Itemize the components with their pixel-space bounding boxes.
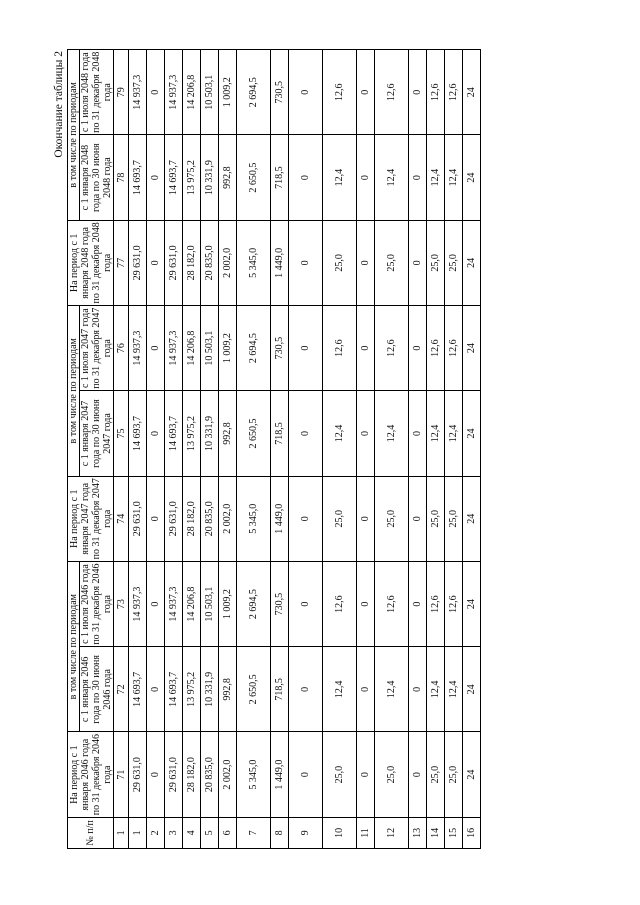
- value-cell: 25,0: [445, 732, 463, 817]
- column-number: 78: [114, 135, 129, 220]
- value-cell: 0: [289, 220, 323, 305]
- row-number-cell: 14: [427, 817, 445, 848]
- value-cell: 10 331,9: [201, 135, 219, 220]
- value-cell: 718,5: [271, 647, 289, 732]
- table-row: [463, 50, 481, 849]
- value-cell: 29 631,0: [165, 220, 183, 305]
- row-number-cell: 16: [463, 817, 481, 848]
- value-cell: 992,8: [219, 391, 237, 476]
- value-cell: 25,0: [375, 476, 409, 561]
- value-cell: 992,8: [219, 135, 237, 220]
- header-2047-group: в том числе по периодам: [68, 306, 80, 477]
- value-cell: 0: [409, 306, 427, 391]
- table-body: [129, 50, 481, 849]
- value-cell: 24: [463, 732, 481, 817]
- value-cell: 12,4: [323, 135, 357, 220]
- column-number: 77: [114, 220, 129, 305]
- table-row: [289, 50, 323, 849]
- table-row: [409, 50, 427, 849]
- value-cell: 0: [409, 647, 427, 732]
- value-cell: 24: [463, 306, 481, 391]
- value-cell: 0: [289, 306, 323, 391]
- column-number: 75: [114, 391, 129, 476]
- value-cell: 24: [463, 135, 481, 220]
- value-cell: 14 693,7: [129, 135, 147, 220]
- value-cell: 0: [357, 306, 375, 391]
- value-cell: 25,0: [427, 476, 445, 561]
- value-cell: 25,0: [375, 220, 409, 305]
- value-cell: 0: [289, 476, 323, 561]
- value-cell: 14 693,7: [165, 135, 183, 220]
- value-cell: 10 331,9: [201, 647, 219, 732]
- value-cell: 29 631,0: [129, 476, 147, 561]
- value-cell: 2 694,5: [237, 50, 271, 135]
- value-cell: 0: [357, 647, 375, 732]
- value-cell: 1 449,0: [271, 476, 289, 561]
- column-number: 71: [114, 732, 129, 817]
- row-number-cell: 1: [129, 817, 147, 848]
- header-2048-h1: с 1 января 2048 года по 30 июня 2048 года: [80, 135, 114, 220]
- row-number-cell: 12: [375, 817, 409, 848]
- row-number-cell: 3: [165, 817, 183, 848]
- value-cell: 5 345,0: [237, 220, 271, 305]
- value-cell: 1 449,0: [271, 732, 289, 817]
- column-number: 73: [114, 561, 129, 646]
- value-cell: 12,4: [323, 647, 357, 732]
- value-cell: 2 694,5: [237, 306, 271, 391]
- value-cell: 2 694,5: [237, 561, 271, 646]
- row-number-cell: 7: [237, 817, 271, 848]
- value-cell: 25,0: [375, 732, 409, 817]
- value-cell: 0: [357, 732, 375, 817]
- value-cell: 24: [463, 647, 481, 732]
- value-cell: 0: [409, 476, 427, 561]
- value-cell: 14 693,7: [165, 391, 183, 476]
- value-cell: 25,0: [323, 220, 357, 305]
- table-row: [237, 50, 271, 849]
- value-cell: 12,6: [445, 50, 463, 135]
- value-cell: 25,0: [323, 732, 357, 817]
- value-cell: 13 975,2: [183, 647, 201, 732]
- value-cell: 12,6: [445, 306, 463, 391]
- value-cell: 13 975,2: [183, 135, 201, 220]
- value-cell: 0: [147, 732, 165, 817]
- value-cell: 20 835,0: [201, 732, 219, 817]
- value-cell: 12,4: [375, 135, 409, 220]
- value-cell: 718,5: [271, 391, 289, 476]
- column-number: 76: [114, 306, 129, 391]
- value-cell: 12,6: [375, 50, 409, 135]
- value-cell: 14 937,3: [129, 50, 147, 135]
- value-cell: 12,4: [323, 391, 357, 476]
- value-cell: 10 503,1: [201, 561, 219, 646]
- row-number-cell: 11: [357, 817, 375, 848]
- row-number-cell: 9: [289, 817, 323, 848]
- header-2048-total: На период с 1 января 2048 года по 31 декабря 2048 года: [68, 220, 114, 305]
- value-cell: 13 975,2: [183, 391, 201, 476]
- value-cell: 24: [463, 391, 481, 476]
- value-cell: 25,0: [445, 476, 463, 561]
- value-cell: 2 650,5: [237, 647, 271, 732]
- header-2046-total: На период с 1 января 2046 года по 31 декабря 2046 года: [68, 732, 114, 817]
- row-number-cell: 13: [409, 817, 427, 848]
- header-2048-group: в том числе по периодам: [68, 50, 80, 221]
- value-cell: 24: [463, 220, 481, 305]
- value-cell: 5 345,0: [237, 732, 271, 817]
- table-row: [375, 50, 409, 849]
- table-row: [129, 50, 147, 849]
- value-cell: 0: [357, 476, 375, 561]
- value-cell: 12,4: [427, 391, 445, 476]
- value-cell: 2 002,0: [219, 476, 237, 561]
- value-cell: 0: [357, 135, 375, 220]
- value-cell: 12,4: [445, 135, 463, 220]
- value-cell: 1 449,0: [271, 220, 289, 305]
- value-cell: 12,4: [445, 391, 463, 476]
- row-number-cell: 10: [323, 817, 357, 848]
- value-cell: 730,5: [271, 561, 289, 646]
- value-cell: 2 002,0: [219, 732, 237, 817]
- header-row-sub: [80, 50, 114, 849]
- column-number: 79: [114, 50, 129, 135]
- value-cell: 730,5: [271, 306, 289, 391]
- value-cell: 10 503,1: [201, 50, 219, 135]
- value-cell: 992,8: [219, 647, 237, 732]
- value-cell: 12,4: [427, 647, 445, 732]
- value-cell: 730,5: [271, 50, 289, 135]
- value-cell: 12,4: [375, 391, 409, 476]
- row-number-cell: 5: [201, 817, 219, 848]
- value-cell: 20 835,0: [201, 476, 219, 561]
- value-cell: 29 631,0: [129, 732, 147, 817]
- value-cell: 0: [147, 306, 165, 391]
- value-cell: 2 650,5: [237, 391, 271, 476]
- value-cell: 0: [289, 50, 323, 135]
- value-cell: 0: [147, 50, 165, 135]
- value-cell: 12,6: [323, 50, 357, 135]
- value-cell: 14 937,3: [165, 561, 183, 646]
- header-2047-h1: с 1 января 2047 года по 30 июня 2047 года: [80, 391, 114, 476]
- value-cell: 0: [357, 391, 375, 476]
- value-cell: 14 937,3: [165, 306, 183, 391]
- value-cell: 0: [147, 561, 165, 646]
- table-row: [357, 50, 375, 849]
- value-cell: 0: [409, 135, 427, 220]
- value-cell: 0: [357, 50, 375, 135]
- value-cell: 0: [147, 220, 165, 305]
- value-cell: 718,5: [271, 135, 289, 220]
- value-cell: 0: [289, 561, 323, 646]
- table-row: [201, 50, 219, 849]
- value-cell: 0: [289, 732, 323, 817]
- table-row: [323, 50, 357, 849]
- value-cell: 1 009,2: [219, 306, 237, 391]
- header-2046-h1: с 1 января 2046 года по 30 июня 2046 года: [80, 647, 114, 732]
- value-cell: 12,6: [427, 561, 445, 646]
- value-cell: 1 009,2: [219, 561, 237, 646]
- data-table: [67, 49, 481, 849]
- table-row: [271, 50, 289, 849]
- column-number-row: [114, 50, 129, 849]
- header-2046-h2: с 1 июля 2046 года по 31 декабря 2046 года: [80, 561, 114, 646]
- header-2047-total: На период с 1 января 2047 года по 31 декабря 2047 года: [68, 476, 114, 561]
- row-number-cell: 4: [183, 817, 201, 848]
- value-cell: 0: [409, 220, 427, 305]
- value-cell: 12,6: [323, 306, 357, 391]
- value-cell: 12,4: [375, 647, 409, 732]
- value-cell: 0: [409, 732, 427, 817]
- value-cell: 29 631,0: [165, 732, 183, 817]
- column-number: 1: [114, 817, 129, 848]
- value-cell: 14 206,8: [183, 50, 201, 135]
- value-cell: 0: [147, 391, 165, 476]
- value-cell: 12,6: [445, 561, 463, 646]
- row-number-cell: 6: [219, 817, 237, 848]
- value-cell: 14 937,3: [165, 50, 183, 135]
- value-cell: 29 631,0: [165, 476, 183, 561]
- value-cell: 0: [409, 391, 427, 476]
- row-number-cell: 2: [147, 817, 165, 848]
- column-number: 72: [114, 647, 129, 732]
- value-cell: 25,0: [323, 476, 357, 561]
- table-row: [445, 50, 463, 849]
- value-cell: 12,6: [323, 561, 357, 646]
- table-row: [219, 50, 237, 849]
- value-cell: 28 182,0: [183, 732, 201, 817]
- value-cell: 12,6: [375, 561, 409, 646]
- value-cell: 28 182,0: [183, 220, 201, 305]
- table-row: [165, 50, 183, 849]
- value-cell: 12,6: [375, 306, 409, 391]
- value-cell: 0: [409, 50, 427, 135]
- value-cell: 28 182,0: [183, 476, 201, 561]
- value-cell: 14 206,8: [183, 306, 201, 391]
- header-2048-h2: с 1 июля 2048 года по 31 декабря 2048 года: [80, 50, 114, 135]
- value-cell: 14 206,8: [183, 561, 201, 646]
- value-cell: 0: [289, 647, 323, 732]
- table-row: [427, 50, 445, 849]
- value-cell: 14 937,3: [129, 306, 147, 391]
- value-cell: 25,0: [427, 220, 445, 305]
- value-cell: 1 009,2: [219, 50, 237, 135]
- column-number: 74: [114, 476, 129, 561]
- value-cell: 24: [463, 476, 481, 561]
- value-cell: 12,6: [427, 50, 445, 135]
- value-cell: 5 345,0: [237, 476, 271, 561]
- row-number-cell: 15: [445, 817, 463, 848]
- rotated-page: [53, 49, 477, 849]
- value-cell: 0: [147, 647, 165, 732]
- value-cell: 12,6: [427, 306, 445, 391]
- value-cell: 10 503,1: [201, 306, 219, 391]
- value-cell: 12,4: [445, 647, 463, 732]
- value-cell: 0: [357, 220, 375, 305]
- value-cell: 0: [409, 561, 427, 646]
- table-row: [147, 50, 165, 849]
- value-cell: 0: [357, 561, 375, 646]
- value-cell: 0: [289, 135, 323, 220]
- value-cell: 14 693,7: [129, 391, 147, 476]
- table-caption: Окончание таблицы 2: [53, 51, 65, 158]
- header-2047-h2: с 1 июля 2047 года по 31 декабря 2047 года: [80, 306, 114, 391]
- value-cell: 14 693,7: [165, 647, 183, 732]
- value-cell: 0: [147, 135, 165, 220]
- row-number-cell: 8: [271, 817, 289, 848]
- table-row: [183, 50, 201, 849]
- header-row-top: [68, 50, 80, 849]
- value-cell: 25,0: [427, 732, 445, 817]
- value-cell: 24: [463, 561, 481, 646]
- value-cell: 10 331,9: [201, 391, 219, 476]
- value-cell: 0: [147, 476, 165, 561]
- value-cell: 14 693,7: [129, 647, 147, 732]
- value-cell: 2 650,5: [237, 135, 271, 220]
- value-cell: 25,0: [445, 220, 463, 305]
- value-cell: 12,4: [427, 135, 445, 220]
- value-cell: 14 937,3: [129, 561, 147, 646]
- header-num: № п/п: [68, 817, 114, 848]
- value-cell: 29 631,0: [129, 220, 147, 305]
- value-cell: 0: [289, 391, 323, 476]
- value-cell: 24: [463, 50, 481, 135]
- value-cell: 2 002,0: [219, 220, 237, 305]
- header-2046-group: в том числе по периодам: [68, 561, 80, 732]
- value-cell: 20 835,0: [201, 220, 219, 305]
